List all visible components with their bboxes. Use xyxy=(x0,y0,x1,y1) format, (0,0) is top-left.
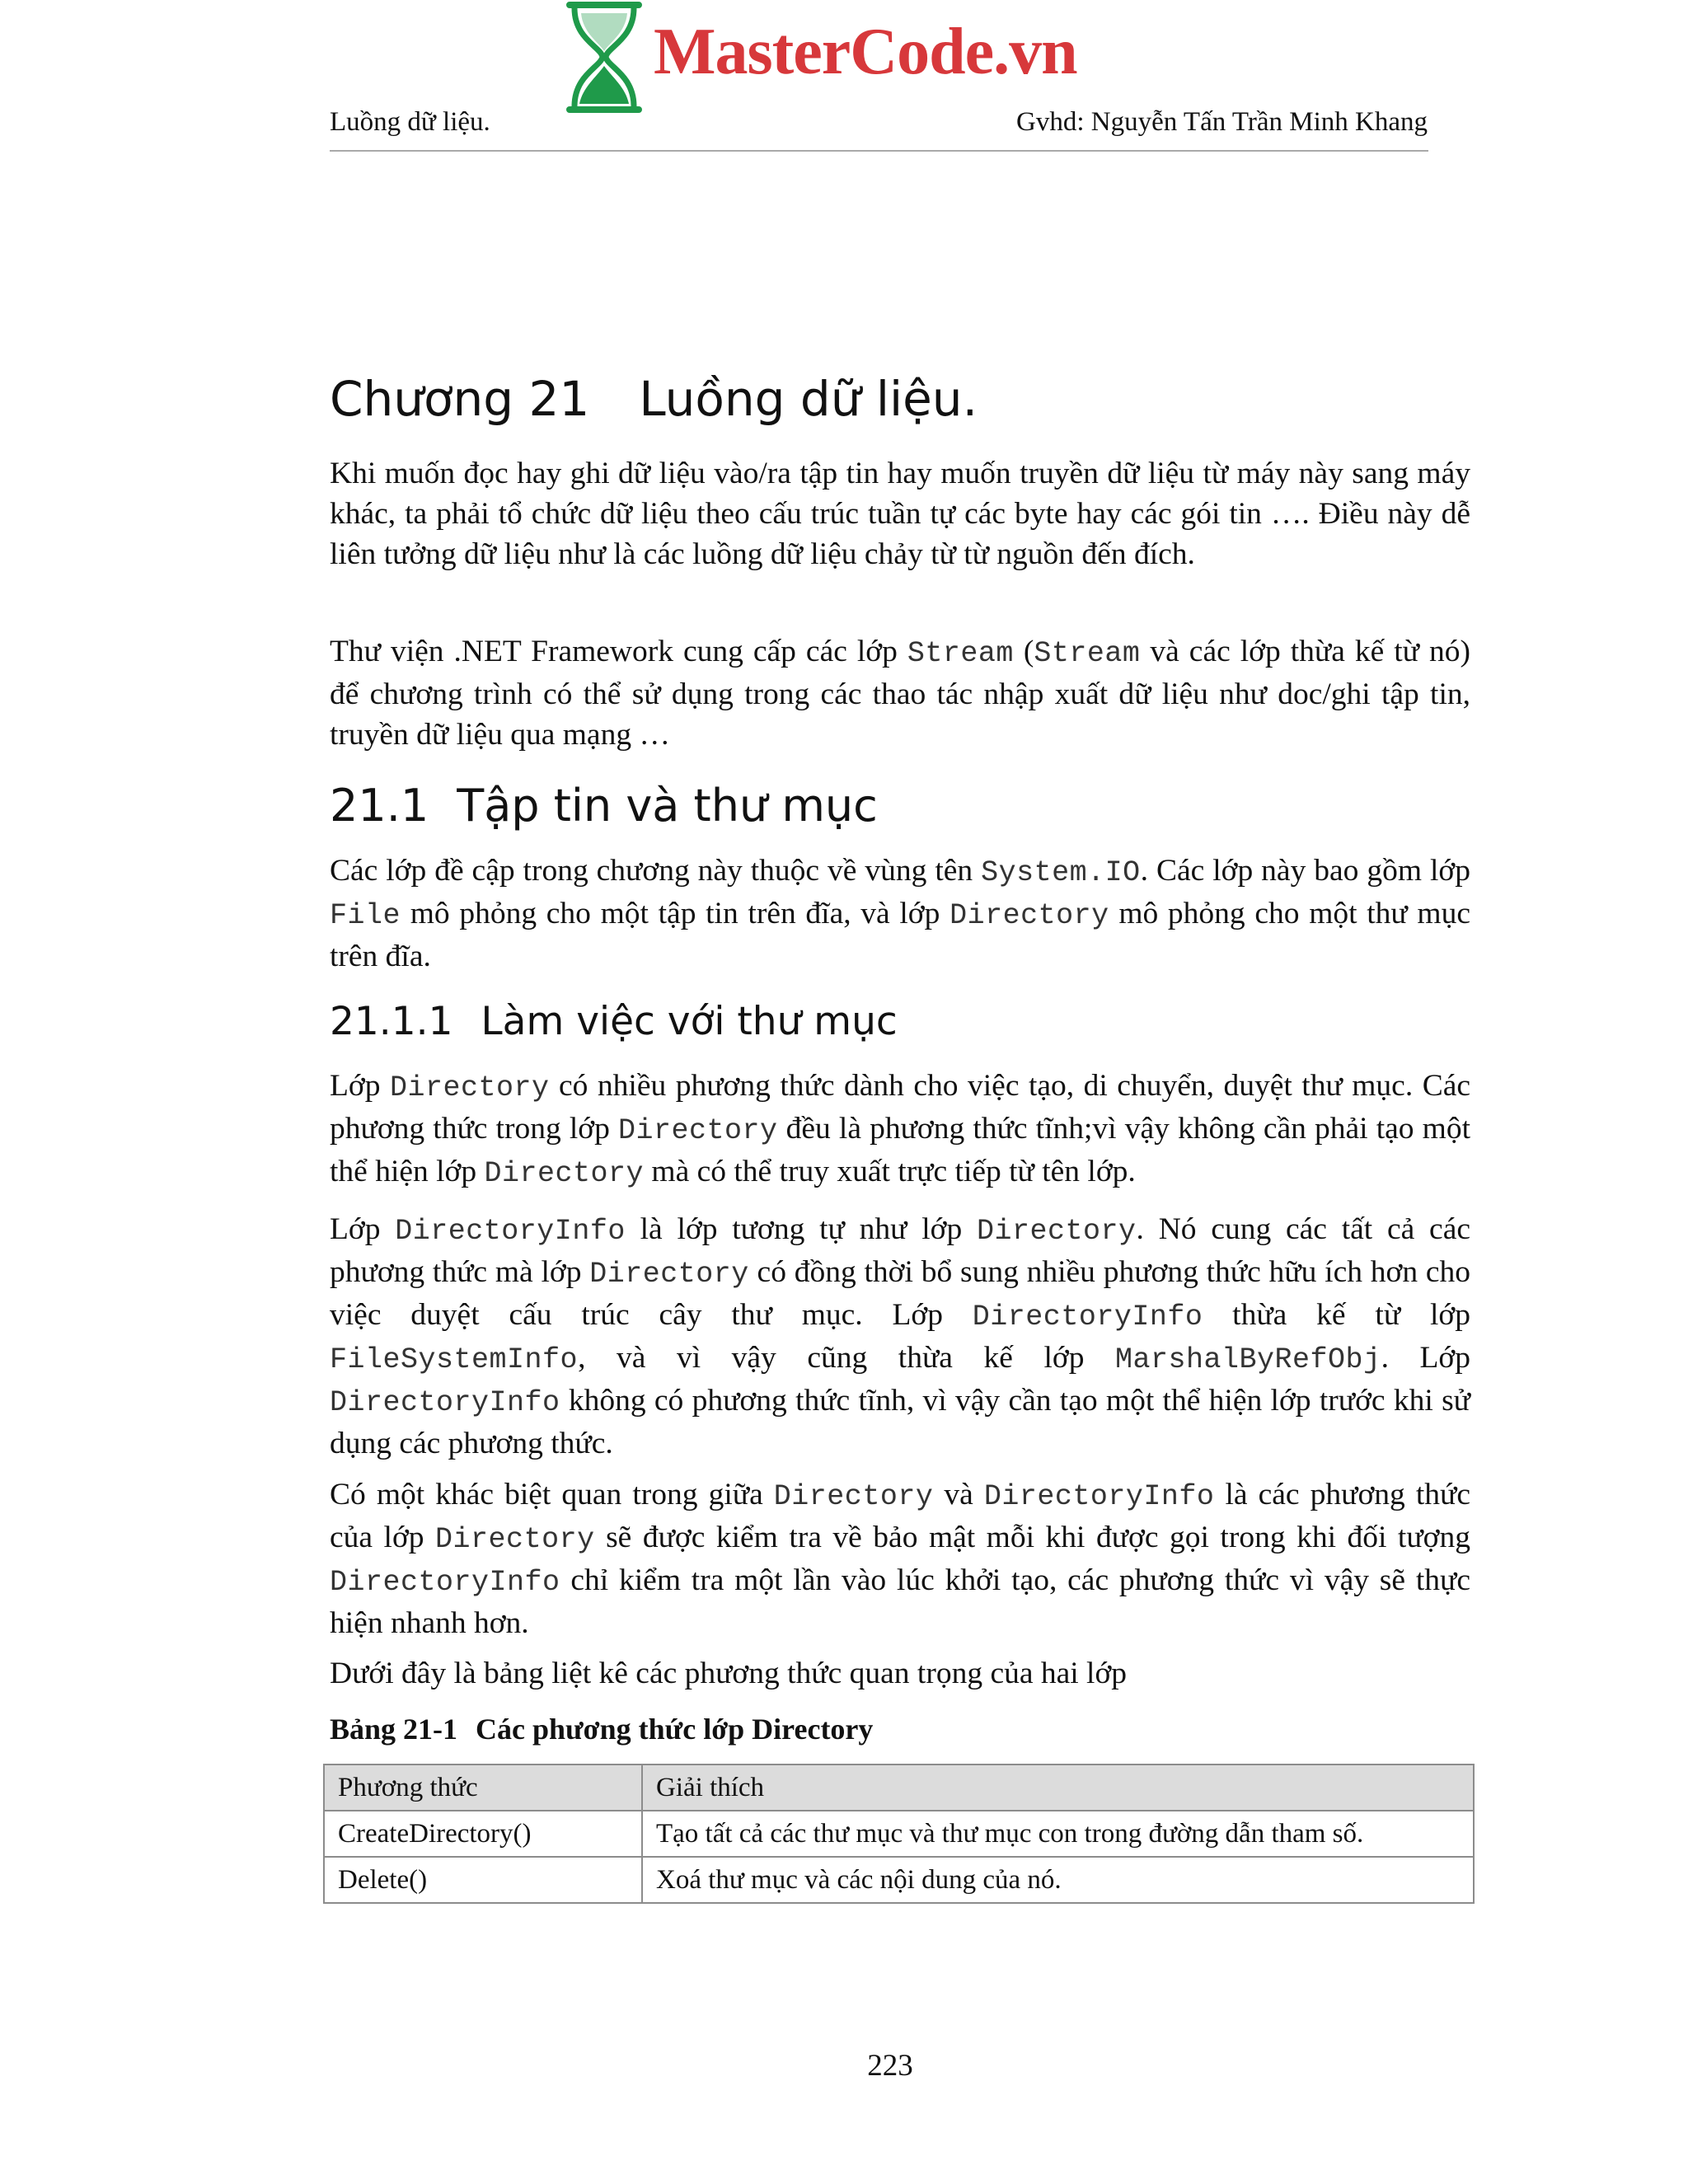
subsection-paragraph-3: Có một khác biệt quan trong giữa Directory và DirectoryInfo là các phương thức của lớp Directory sẽ được kiểm tra về bảo mật mỗi khi được gọi trong khi đối tượng DirectoryInfo chỉ kiểm tra một lần vào lúc khởi tạo, các phương thức vì vậy sẽ thực hiện nhanh hơn. xyxy=(330,1478,1470,1640)
brand-name: MasterCode.vn xyxy=(654,16,1077,88)
code-stream: Stream xyxy=(907,637,1014,670)
header-divider xyxy=(330,150,1428,152)
code-system-io: System.IO xyxy=(981,856,1141,889)
chapter-heading xyxy=(330,371,978,427)
code-directoryinfo: DirectoryInfo xyxy=(972,1301,1203,1333)
code-directoryinfo: DirectoryInfo xyxy=(330,1386,560,1419)
code-directory: Directory xyxy=(484,1157,645,1190)
table-row xyxy=(324,1857,1474,1903)
table-cell-description: Tạo tất cả các thư mục và thư mục con trong đường dẫn tham số. xyxy=(642,1811,1474,1857)
subsection-heading xyxy=(330,999,898,1044)
page-number: 223 xyxy=(867,2049,913,2083)
hourglass-icon xyxy=(563,2,645,113)
table-cell-method: Delete() xyxy=(324,1857,642,1903)
subsection-number: 21.1.1 xyxy=(330,999,453,1044)
code-directory: Directory xyxy=(773,1480,934,1513)
table-header-cell: Phương thức xyxy=(324,1765,642,1811)
header-instructor: Gvhd: Nguyễn Tấn Trần Minh Khang xyxy=(1016,107,1428,137)
intro-paragraph-1: Khi muốn đọc hay ghi dữ liệu vào/ra tập tin hay muốn truyền dữ liệu từ máy này sang máy khác, ta phải tổ chức dữ liệu theo cấu trúc tuần tự các byte hay các gói tin …. Điều này dễ liên tưởng dữ liệu như là các luồng dữ liệu chảy từ từ nguồn đến đích. xyxy=(330,457,1470,571)
subsection-title: Làm việc với thư mục xyxy=(481,999,898,1044)
code-marshalbyrefobj: MarshalByRefObj xyxy=(1115,1343,1381,1376)
chapter-number: Chương 21 xyxy=(330,371,590,427)
code-directory: Directory xyxy=(435,1523,595,1556)
code-directoryinfo: DirectoryInfo xyxy=(983,1480,1215,1513)
section-paragraph: Các lớp đề cập trong chương này thuộc về vùng tên System.IO. Các lớp này bao gồm lớp File mô phỏng cho một tập tin trên đĩa, và lớp Directory mô phỏng cho một thư mục trên đĩa. xyxy=(330,854,1470,973)
mastercode-logo xyxy=(563,0,1107,115)
subsection-paragraph-4: Dưới đây là bảng liệt kê các phương thức quan trọng của hai lớp xyxy=(330,1657,1128,1690)
section-number: 21.1 xyxy=(330,780,429,832)
table-caption-number: Bảng 21-1 xyxy=(330,1713,458,1746)
chapter-title: Luồng dữ liệu. xyxy=(639,371,978,427)
table-cell-description: Xoá thư mục và các nội dung của nó. xyxy=(642,1857,1474,1903)
section-heading xyxy=(330,780,878,832)
code-directory: Directory xyxy=(589,1258,749,1291)
table-row xyxy=(324,1811,1474,1857)
directory-methods-table xyxy=(323,1764,1475,1904)
code-file: File xyxy=(330,899,401,932)
code-directory: Directory xyxy=(389,1071,550,1104)
code-directory: Directory xyxy=(977,1215,1137,1248)
code-directory: Directory xyxy=(617,1114,778,1147)
code-directory: Directory xyxy=(950,899,1109,932)
header-chapter-title: Luồng dữ liệu. xyxy=(330,107,490,137)
code-directoryinfo: DirectoryInfo xyxy=(330,1566,560,1599)
subsection-paragraph-2: Lớp DirectoryInfo là lớp tương tự như lớp Directory. Nó cung các tất cả các phương thức mà lớp Directory có đồng thời bổ sung nhiều phương thức hữu ích hơn cho việc duyệt cấu trúc cây thư mục. Lớp DirectoryInfo thừa kế từ lớp FileSystemInfo, và vì vậy cũng thừa kế lớp MarshalByRefObj. Lớp DirectoryInfo không có phương thức tĩnh, vì vậy cần tạo một thể hiện lớp trước khi sử dụng các phương thức. xyxy=(330,1212,1471,1460)
code-directoryinfo: DirectoryInfo xyxy=(395,1215,626,1248)
subsection-paragraph-1: Lớp Directory có nhiều phương thức dành cho việc tạo, di chuyển, duyệt thư mục. Các phương thức trong lớp Directory đều là phương thức tĩnh;vì vậy không cần phải tạo một thể hiện lớp Directory mà có thể truy xuất trực tiếp từ tên lớp. xyxy=(330,1069,1470,1190)
table-caption-title: Các phương thức lớp Directory xyxy=(476,1713,874,1746)
table-cell-method: CreateDirectory() xyxy=(324,1811,642,1857)
code-filesysteminfo: FileSystemInfo xyxy=(330,1343,579,1376)
section-title: Tập tin và thư mục xyxy=(457,780,878,832)
table-header-row xyxy=(324,1765,1474,1811)
intro-paragraph-2: Thư viện .NET Framework cung cấp các lớp Stream (Stream và các lớp thừa kế từ nó) để chương trình có thể sử dụng trong các thao tác nhập xuất dữ liệu như doc/ghi tập tin, truyền dữ liệu qua mạng … xyxy=(330,635,1470,752)
table-caption xyxy=(330,1712,873,1746)
code-stream: Stream xyxy=(1034,637,1141,670)
table-header-cell: Giải thích xyxy=(642,1765,1474,1811)
